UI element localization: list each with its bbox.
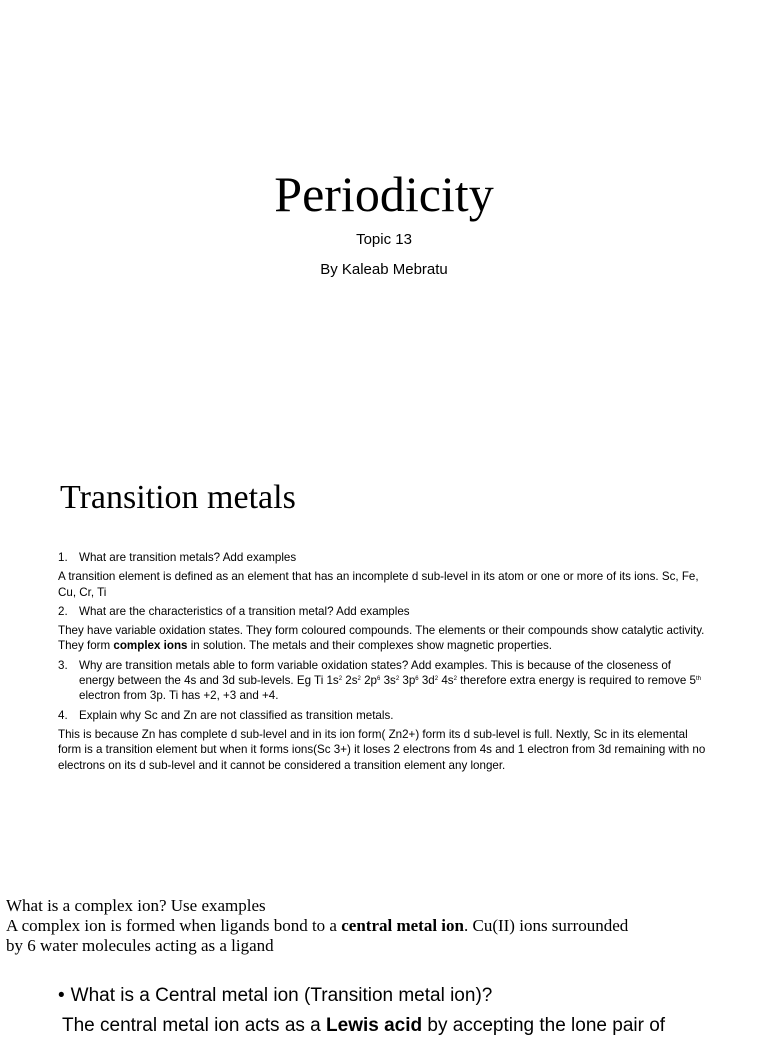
transition-metals-slide xyxy=(0,432,768,844)
electron-config-orbital: 3p xyxy=(399,674,416,688)
topic-label: Topic 13 xyxy=(356,231,412,248)
slide-title: Periodicity xyxy=(274,166,494,222)
author-label: By Kaleab Mebratu xyxy=(320,261,448,278)
electron-config-sup: 2 xyxy=(395,676,400,683)
answer-text-part: in solution. The metals and their complexes show magnetic properties. xyxy=(187,639,553,653)
slide-body xyxy=(58,550,708,777)
electron-config-sup: 2 xyxy=(453,676,457,683)
answer-text: This is because Zn has complete d sub-level and in its ion form( Zn2+) form its d sub-level is full. Nextly, Sc in its elemental form is a transition element but when it forms ions(Sc 3+) it loses 2 electrons from 4s and 1 electron from 3d remaining with no electrons on its d sub-level and it cannot be considered a transition element any longer. xyxy=(58,727,706,772)
answer-text-part: by accepting the lone pair of xyxy=(422,1015,666,1036)
question-item xyxy=(58,550,708,565)
electron-config-sup: 6 xyxy=(415,676,419,683)
complex-ion-question: What is a complex ion? Use examples xyxy=(6,896,266,915)
answer-bold-term: central metal ion xyxy=(341,916,464,935)
electron-config-orbital: 3s xyxy=(380,674,396,688)
complex-ion-answer xyxy=(6,916,646,956)
electron-config-orbital: 2s xyxy=(342,674,358,688)
answer-text-part: The central metal ion acts as a xyxy=(62,1015,327,1036)
question-text xyxy=(79,659,701,703)
answer-text-part: A complex ion is formed when ligands bond to a xyxy=(6,916,342,935)
electron-config-sup: 6 xyxy=(377,676,381,683)
electron-config-orbital: 4s xyxy=(438,674,454,688)
bullet-text: What is a Central metal ion (Transition metal ion)? xyxy=(70,985,493,1006)
question-text-part: Why are transition metals able to form variable oxidation states? Add examples. This is because of the closeness of energy between the 4s and 3d sub-levels. Eg Ti 1s xyxy=(79,658,672,688)
electron-config-sup: 2 xyxy=(338,676,343,683)
electron-config-orbital: 2p xyxy=(360,674,378,688)
ordinal-suffix: th xyxy=(696,676,702,683)
electron-config-sup: 2 xyxy=(434,676,439,683)
title-slide xyxy=(0,0,768,432)
question-item xyxy=(58,658,708,704)
bullet-item xyxy=(58,984,492,1008)
question-number: 2. xyxy=(58,604,68,618)
answer-text-part: . Cu(II) ions surrounded by 6 water molecules acting as a ligand xyxy=(6,916,629,955)
electron-config-orbital: 3d xyxy=(418,674,435,688)
electron-config-sup: 2 xyxy=(357,676,361,683)
question-number: 4. xyxy=(58,708,68,722)
question-text-part: electron from 3p. Ti has +2, +3 and +4. xyxy=(79,689,279,703)
answer-text xyxy=(58,623,708,654)
question-number: 3. xyxy=(58,658,68,672)
question-item xyxy=(58,604,708,619)
bullet-icon: • xyxy=(58,985,65,1006)
answer-bold-term: complex ions xyxy=(113,639,188,653)
question-text: Explain why Sc and Zn are not classified as transition metals. xyxy=(79,708,394,722)
cut-off-answer xyxy=(62,1014,665,1038)
slide-heading: Transition metals xyxy=(60,479,296,516)
question-item xyxy=(58,708,708,723)
question-text: What are the characteristics of a transition metal? Add examples xyxy=(79,604,410,618)
answer-text: A transition element is defined as an element that has an incomplete d sub-level in its atom or one or more of its ions. Sc, Fe, Cu, Cr, Ti xyxy=(58,570,699,599)
question-number: 1. xyxy=(58,551,68,564)
answer-text-part: They have variable oxidation states. They form coloured compounds. The elements or their compounds show catalytic activity. They form xyxy=(58,624,705,653)
question-text-part: therefore extra energy is required to remove 5 xyxy=(456,674,697,688)
answer-bold-term: Lewis acid xyxy=(326,1015,423,1036)
question-text: What are transition metals? Add examples xyxy=(79,551,297,564)
complex-ion-slide xyxy=(0,844,768,1036)
